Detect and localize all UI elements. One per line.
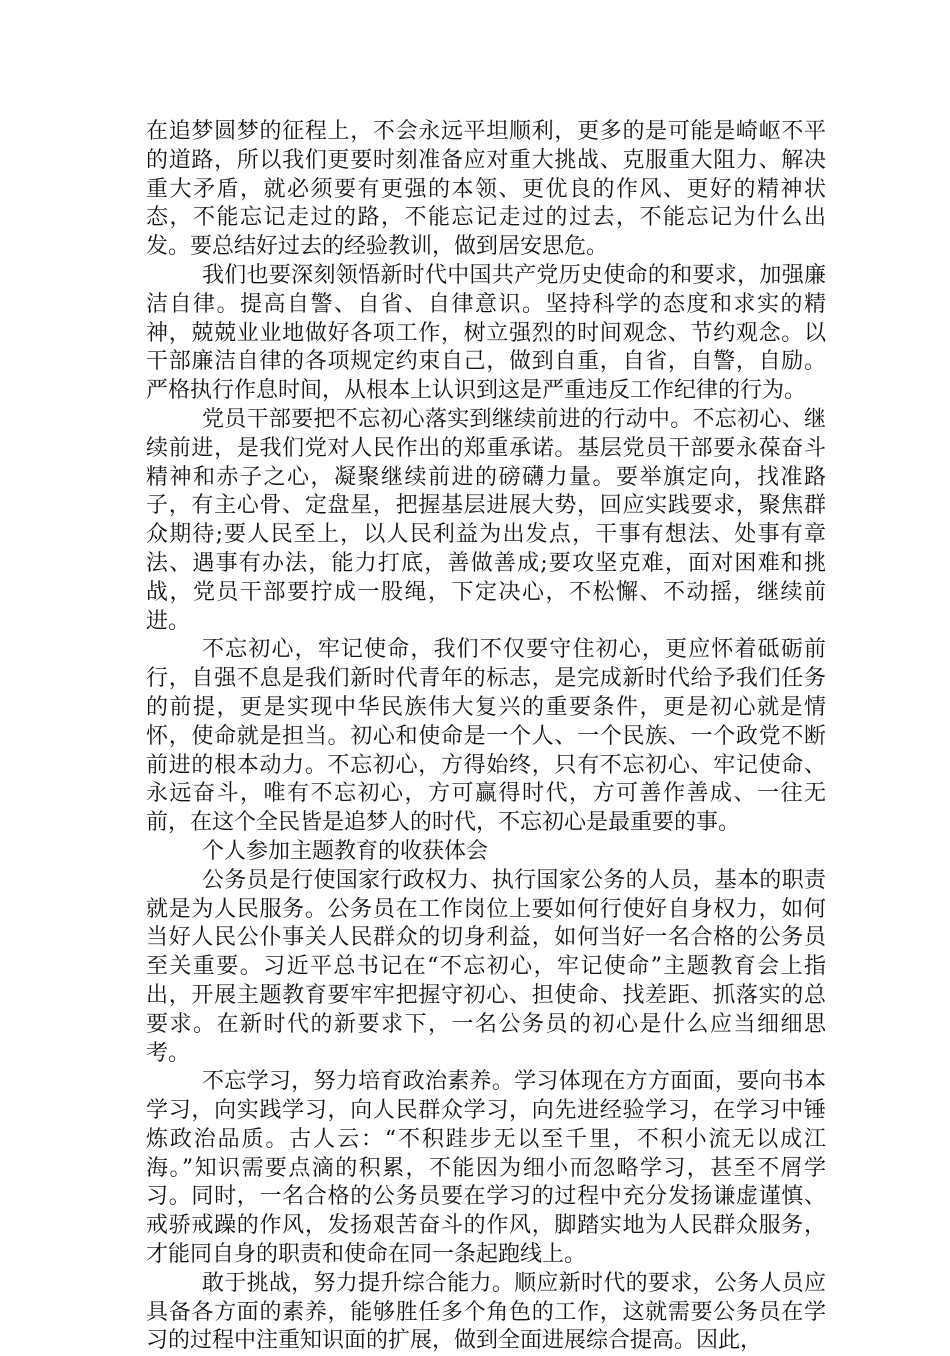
paragraph-6: 不忘学习，努力培育政治素养。学习体现在方方面面，要向书本学习，向实践学习，向人民群众学习，向先进经验学习，在学习中锤炼政治品质。古人云：“不积跬步无以至千里，不积小流无以成江海。”知识需要点滴的积累，不能因为细小而忽略学习，甚至不屑学习。同时，一名合格的公务员要在学习的过程中充分发扬谦虚谨慎、戒骄戒躁的作风，发扬艰苦奋斗的作风，脚踏实地为人民群众服务，才能同自身的职责和使命在同一条起跑线上。: [146, 1069, 826, 1268]
paragraph-3: 党员干部要把不忘初心落实到继续前进的行动中。不忘初心、继续前进，是我们党对人民作出的郑重承诺。基层党员干部要永葆奋斗精神和赤子之心，凝聚继续前进的磅礴力量。要举旗定向，找准路子，有主心骨、定盘星，把握基层进展大势，回应实践要求，聚焦群众期待;要人民至上，以人民利益为出发点，干事有想法、处事有章法、遇事有办法，能力打底，善做善成;要攻坚克难，面对困难和挑战，党员干部要拧成一股绳，下定决心，不松懈、不动摇，继续前进。: [146, 406, 826, 634]
paragraph-7: 敢于挑战，努力提升综合能力。顺应新时代的要求，公务人员应具备各方面的素养，能够胜任多个角色的工作，这就需要公务员在学习的过程中注重知识面的扩展，做到全面进展综合提高。因此，: [146, 1270, 826, 1354]
paragraph-2: 我们也要深刻领悟新时代中国共产党历史使命的和要求，加强廉洁自律。提高自警、自省、自律意识。坚持科学的态度和求实的精神，兢兢业业地做好各项工作，树立强烈的时间观念、节约观念。以干部廉洁自律的各项规定约束自己，做到自重，自省，自警，自励。严格执行作息时间，从根本上认识到这是严重违反工作纪律的行为。: [146, 262, 826, 404]
section-heading: 个人参加主题教育的收获体会: [202, 838, 489, 864]
document-body: [146, 118, 826, 1356]
paragraph-1: 在追梦圆梦的征程上，不会永远平坦顺利，更多的是可能是崎岖不平的道路，所以我们更要时刻准备应对重大挑战、克服重大阻力、解决重大矛盾，就必须要有更强的本领、更优良的作风、更好的精神状态，不能忘记走过的路，不能忘记走过的过去，不能忘记为什么出发。要总结好过去的经验教训，做到居安思危。: [146, 119, 826, 260]
paragraph-4: 不忘初心，牢记使命，我们不仅要守住初心，更应怀着砥砺前行，自强不息是我们新时代青年的标志，是完成新时代给予我们任务的前提，更是实现中华民族伟大复兴的重要条件，更是初心就是情怀，使命就是担当。初心和使命是一个人、一个民族、一个政党不断前进的根本动力。不忘初心，方得始终，只有不忘初心、牢记使命、永远奋斗，唯有不忘初心，方可赢得时代，方可善作善成、一往无前，在这个全民皆是追梦人的时代，不忘初心是最重要的事。: [146, 637, 826, 836]
paragraph-5: 公务员是行使国家行政权力、执行国家公务的人员，基本的职责就是为人民服务。公务员在工作岗位上要如何行使好自身权力，如何当好人民公仆事关人民群众的切身利益，如何当好一名合格的公务员至关重要。习近平总书记在“不忘初心，牢记使命”主题教育会上指出，开展主题教育要牢牢把握守初心、担使命、找差距、抓落实的总要求。在新时代的新要求下，一名公务员的初心是什么应当细细思考。: [146, 867, 826, 1066]
